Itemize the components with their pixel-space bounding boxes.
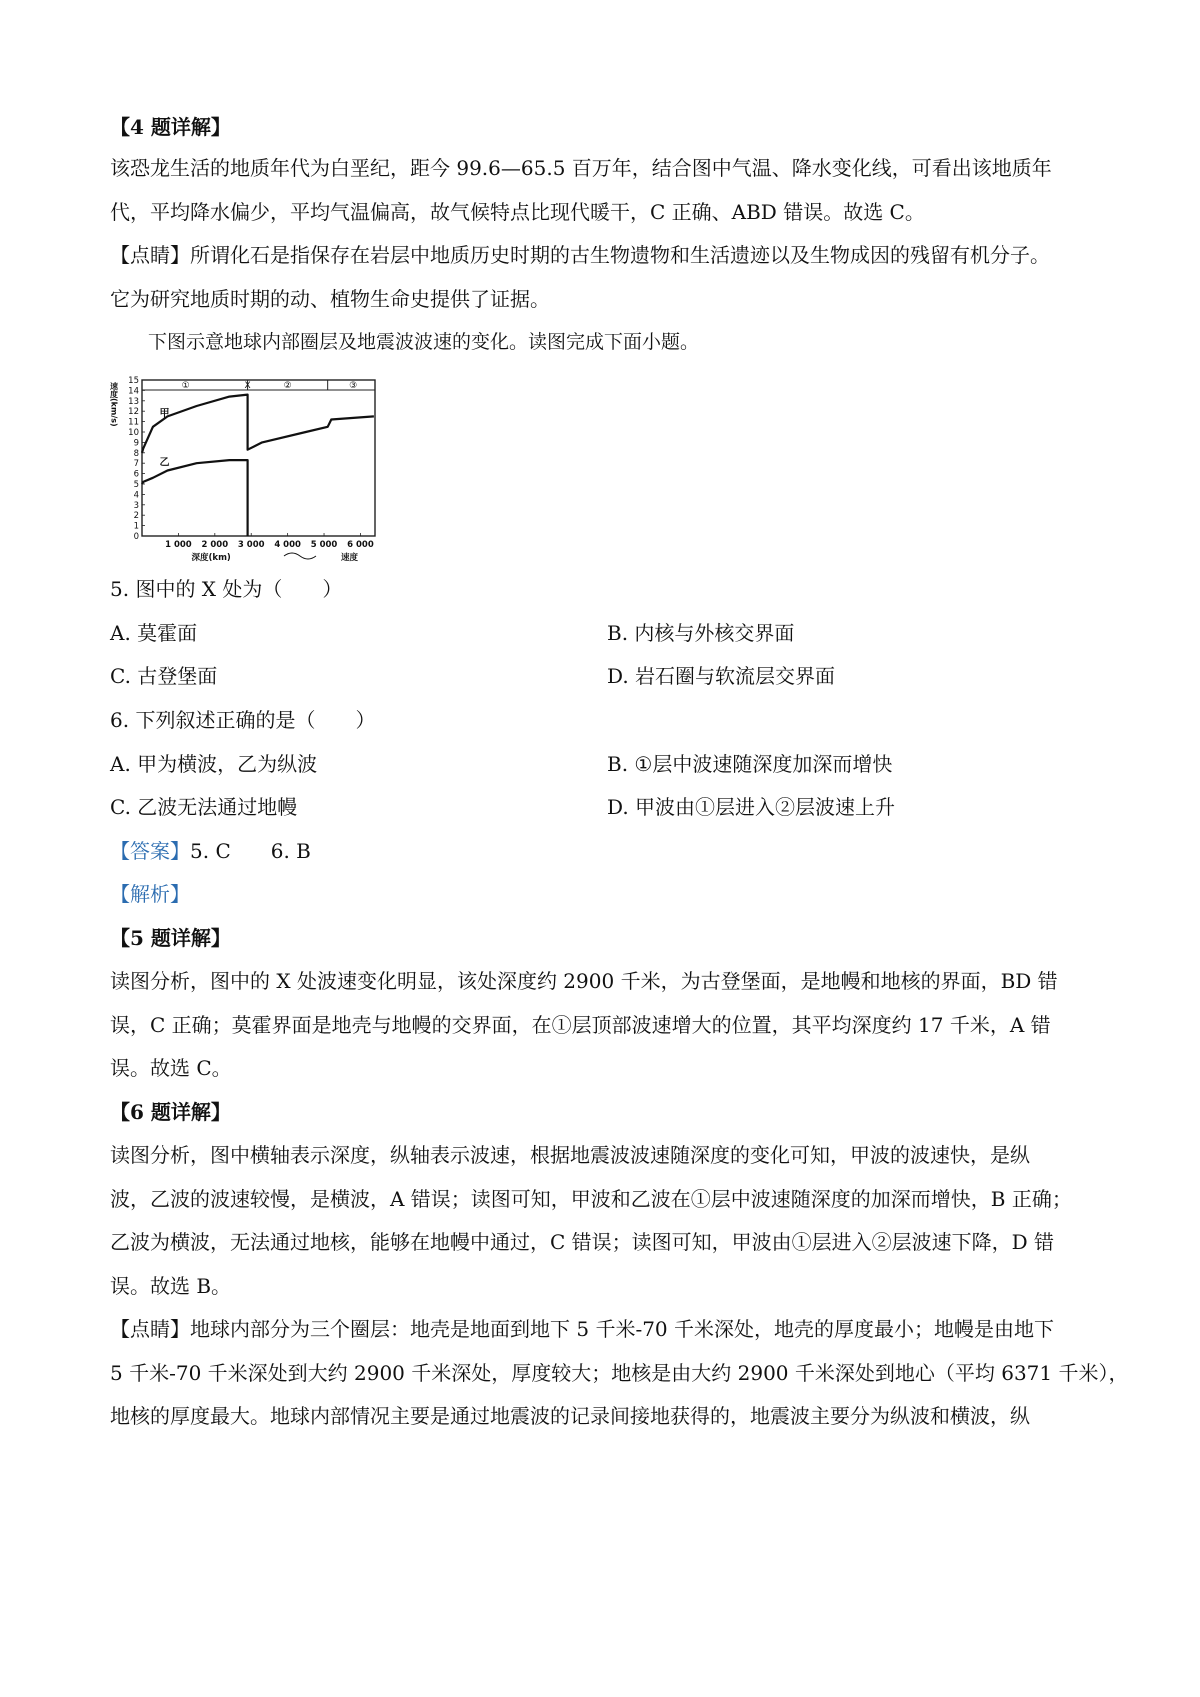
q5-option-a: A. 莫霍面 xyxy=(110,621,198,645)
q4-detail-heading: 【4 题详解】 xyxy=(110,115,231,139)
layer-label: ② xyxy=(283,381,292,391)
q5-stem: 5. 图中的 X 处为（ ） xyxy=(110,577,343,601)
y-tick-label: 7 xyxy=(133,459,139,470)
x-tick-label: 6 000 xyxy=(347,540,374,550)
q4-detail-line-2: 代，平均降水偏少，平均气温偏高，故气候特点比现代暖干，C 正确、ABD 错误。故选 C。 xyxy=(110,200,925,224)
figure-intro: 下图示意地球内部圈层及地震波波速的变化。读图完成下面小题。 xyxy=(148,331,700,353)
y-tick-label: 15 xyxy=(128,376,139,386)
y-tick-label: 14 xyxy=(128,386,139,397)
q5-detail-line-1: 读图分析，图中的 X 处波速变化明显，该处深度约 2900 千米，为古登堡面，是地幔和地核的界面，BD 错 xyxy=(110,969,1058,993)
x-tick-label: 1 000 xyxy=(165,540,192,550)
tip-1-line-2: 它为研究地质时期的动、植物生命史提供了证据。 xyxy=(110,287,550,311)
seismic-wave-chart xyxy=(100,368,390,563)
y-tick-label: 2 xyxy=(133,511,139,522)
tip-2-line-1: 【点睛】地球内部分为三个圈层：地壳是地面到地下 5 千米-70 千米深处，地壳的厚度最小；地幔是由地下 xyxy=(110,1317,1055,1341)
y-tick-label: 12 xyxy=(128,407,139,418)
q6-option-a: A. 甲为横波，乙为纵波 xyxy=(110,752,318,776)
tip-1-line-1: 【点睛】所谓化石是指保存在岩层中地质历史时期的古生物遗物和生活遗迹以及生物成因的残留有机分子。 xyxy=(110,243,1050,267)
q6-option-c: C. 乙波无法通过地幔 xyxy=(110,795,298,819)
answer-row xyxy=(110,836,1110,866)
x-axis-label: 深度(km) xyxy=(191,553,231,563)
y-tick-label: 13 xyxy=(128,396,139,407)
curve-label-yi: 乙 xyxy=(159,457,170,469)
q4-detail-line-1: 该恐龙生活的地质年代为白垩纪，距今 99.6—65.5 百万年，结合图中气温、降水变化线，可看出该地质年 xyxy=(110,156,1052,180)
tip-2-line-2: 5 千米-70 千米深处到大约 2900 千米深处，厚度较大；地核是由大约 2900 千米深处到地心（平均 6371 千米）， xyxy=(110,1361,1129,1385)
q5-option-b: B. 内核与外核交界面 xyxy=(607,621,795,645)
q5-detail-line-3: 误。故选 C。 xyxy=(110,1056,232,1080)
y-tick-label: 4 xyxy=(133,490,139,501)
answer-label: 【答案】 xyxy=(110,839,190,863)
q6-stem: 6. 下列叙述正确的是（ ） xyxy=(110,708,376,732)
tip-2-line-3: 地核的厚度最大。地球内部情况主要是通过地震波的记录间接地获得的，地震波主要分为纵波和横波，纵 xyxy=(110,1404,1030,1428)
layer-label: ③ xyxy=(349,381,358,391)
y-tick-label: 6 xyxy=(133,469,139,480)
q6-detail-heading: 【6 题详解】 xyxy=(110,1100,231,1124)
y-tick-label: 5 xyxy=(133,480,139,490)
series-line-2 xyxy=(142,460,248,536)
y-tick-label: 11 xyxy=(128,417,139,428)
q6-option-b: B. ①层中波速随深度加深而增快 xyxy=(607,752,893,776)
q6-detail-line-2: 波，乙波的波速较慢，是横波，A 错误；读图可知，甲波和乙波在①层中波速随深度的加深而增快，B 正确； xyxy=(110,1187,1072,1211)
series-line-1 xyxy=(142,395,374,453)
x-tick-label: 4 000 xyxy=(274,540,301,550)
x-tick-label: 3 000 xyxy=(237,540,265,550)
x-tick-label: 2 000 xyxy=(201,540,229,550)
q5-option-c: C. 古登堡面 xyxy=(110,664,218,688)
legend-label: 速度 xyxy=(341,553,359,563)
answer-text: 5. C 6. B xyxy=(190,839,311,863)
q5-detail-line-2: 误，C 正确；莫霍界面是地壳与地幔的交界面，在①层顶部波速增大的位置，其平均深度约 17 千米，A 错 xyxy=(110,1013,1051,1037)
x-tick-label: 5 000 xyxy=(310,540,338,550)
q6-detail-line-3: 乙波为横波，无法通过地核，能够在地幔中通过，C 错误；读图可知，甲波由①层进入②层波速下降，D 错 xyxy=(110,1230,1055,1254)
q5-detail-heading: 【5 题详解】 xyxy=(110,926,231,950)
plot-frame xyxy=(142,380,375,536)
y-tick-label: 10 xyxy=(128,428,139,438)
q6-detail-line-4: 误。故选 B。 xyxy=(110,1274,232,1298)
y-tick-label: 3 xyxy=(133,500,139,511)
analysis-label: 【解析】 xyxy=(110,882,190,906)
layer-label: X xyxy=(244,381,251,391)
legend-wave xyxy=(284,553,316,559)
y-tick-label: 1 xyxy=(133,521,139,532)
y-tick-label: 8 xyxy=(133,448,139,459)
q5-option-d: D. 岩石圈与软流层交界面 xyxy=(607,664,836,688)
y-tick-label: 0 xyxy=(133,532,139,542)
q6-detail-line-1: 读图分析，图中横轴表示深度，纵轴表示波速，根据地震波波速随深度的变化可知，甲波的波速快，是纵 xyxy=(110,1143,1030,1167)
y-axis-label: 速度(km/s) xyxy=(109,382,119,427)
layer-label: ① xyxy=(181,381,190,391)
q6-option-d: D. 甲波由①层进入②层波速上升 xyxy=(607,795,896,819)
curve-label-jia: 甲 xyxy=(159,408,170,420)
y-tick-label: 9 xyxy=(133,438,139,449)
